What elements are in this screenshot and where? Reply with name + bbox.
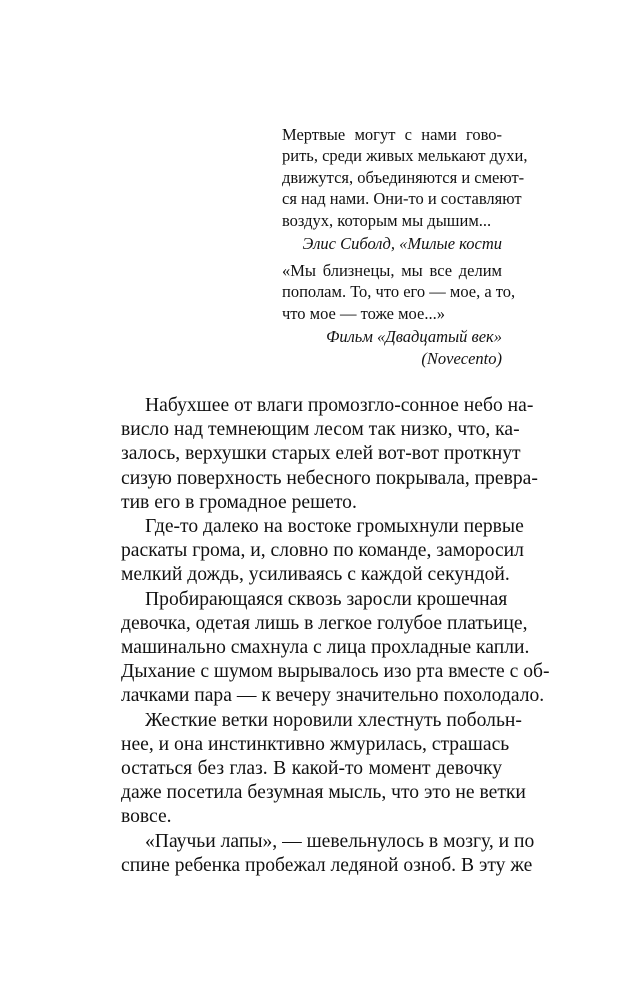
text-line: лачками пара — к вечеру значительно похолодало. bbox=[121, 685, 545, 707]
text-line: спине ребенка пробежал ледяной озноб. В эту же bbox=[121, 854, 533, 876]
text-line: Набухшее от влаги промозгло-сонное небо на- bbox=[145, 395, 534, 416]
epigraph-source bbox=[262, 326, 502, 369]
epigraph-line: что мое — тоже мое...» bbox=[282, 303, 445, 323]
epigraph-text bbox=[262, 260, 516, 324]
text-line: даже посетила безумная мысль, что это не ветки bbox=[121, 782, 526, 804]
paragraph-4 bbox=[121, 709, 526, 830]
text-line: Где-то далеко на востоке громыхнули первые bbox=[145, 516, 524, 538]
paragraph-3 bbox=[121, 588, 550, 709]
text-line: Пробирающаяся сквозь заросли крошечная bbox=[145, 588, 508, 610]
paragraph-2 bbox=[121, 515, 524, 588]
paragraph-1 bbox=[121, 394, 538, 515]
text-line: мелкий дождь, усиливаясь с каждой секундой. bbox=[121, 564, 510, 586]
epigraph-line: движутся, объединяются и смеют- bbox=[282, 167, 525, 187]
epigraph-line: пополам. То, что его — мое, а то, bbox=[282, 282, 516, 302]
text-line: тив его в громадное решето. bbox=[121, 491, 357, 513]
text-line: «Паучьи лапы», — шевельнулось в мозгу, и по bbox=[145, 830, 535, 852]
epigraph-source-line: (Novecento) bbox=[421, 348, 502, 368]
text-line: вовсе. bbox=[121, 806, 172, 828]
text-line: девочка, одетая лишь в легкое голубое платьице, bbox=[121, 612, 528, 634]
epigraph-line: Мертвые могут с нами гово- bbox=[282, 125, 502, 144]
text-line: машинально смахнула с лица прохладные капли. bbox=[121, 637, 530, 659]
epigraph-text bbox=[262, 124, 528, 231]
epigraph-source-line: Фильм «Двадцатый век» bbox=[326, 327, 502, 347]
text-line: нее, и она инстинктивно жмурилась, страшась bbox=[121, 733, 510, 755]
epigraph-2 bbox=[262, 260, 516, 369]
text-line: остаться без глаз. В какой-то момент девочку bbox=[121, 758, 502, 780]
epigraph-1 bbox=[262, 124, 528, 254]
chapter-body bbox=[121, 394, 550, 878]
epigraph-source-line: Элис Сиболд, «Милые кости bbox=[302, 234, 502, 254]
text-line: сизую поверхность небесного покрывала, превра- bbox=[121, 467, 538, 489]
epigraph-source bbox=[262, 233, 502, 254]
paragraph-5 bbox=[121, 830, 535, 878]
text-line: раскаты грома, и, словно по команде, заморосил bbox=[121, 540, 524, 562]
epigraph-line: воздух, которым мы дышим... bbox=[282, 210, 492, 230]
text-line: висло над темнеющим лесом так низко, что, ка- bbox=[121, 419, 520, 441]
text-line: залось, верхушки старых елей вот-вот проткнут bbox=[121, 443, 521, 465]
epigraph-line: рить, среди живых мелькают духи, bbox=[282, 146, 528, 166]
text-line: Жесткие ветки норовили хлестнуть побольн- bbox=[145, 709, 522, 731]
epigraph-line: ся над нами. Они-то и составляют bbox=[282, 189, 522, 209]
epigraph-line: «Мы близнецы, мы все делим bbox=[282, 261, 502, 280]
text-line: Дыхание с шумом вырывалось изо рта вместе с об- bbox=[121, 661, 550, 683]
